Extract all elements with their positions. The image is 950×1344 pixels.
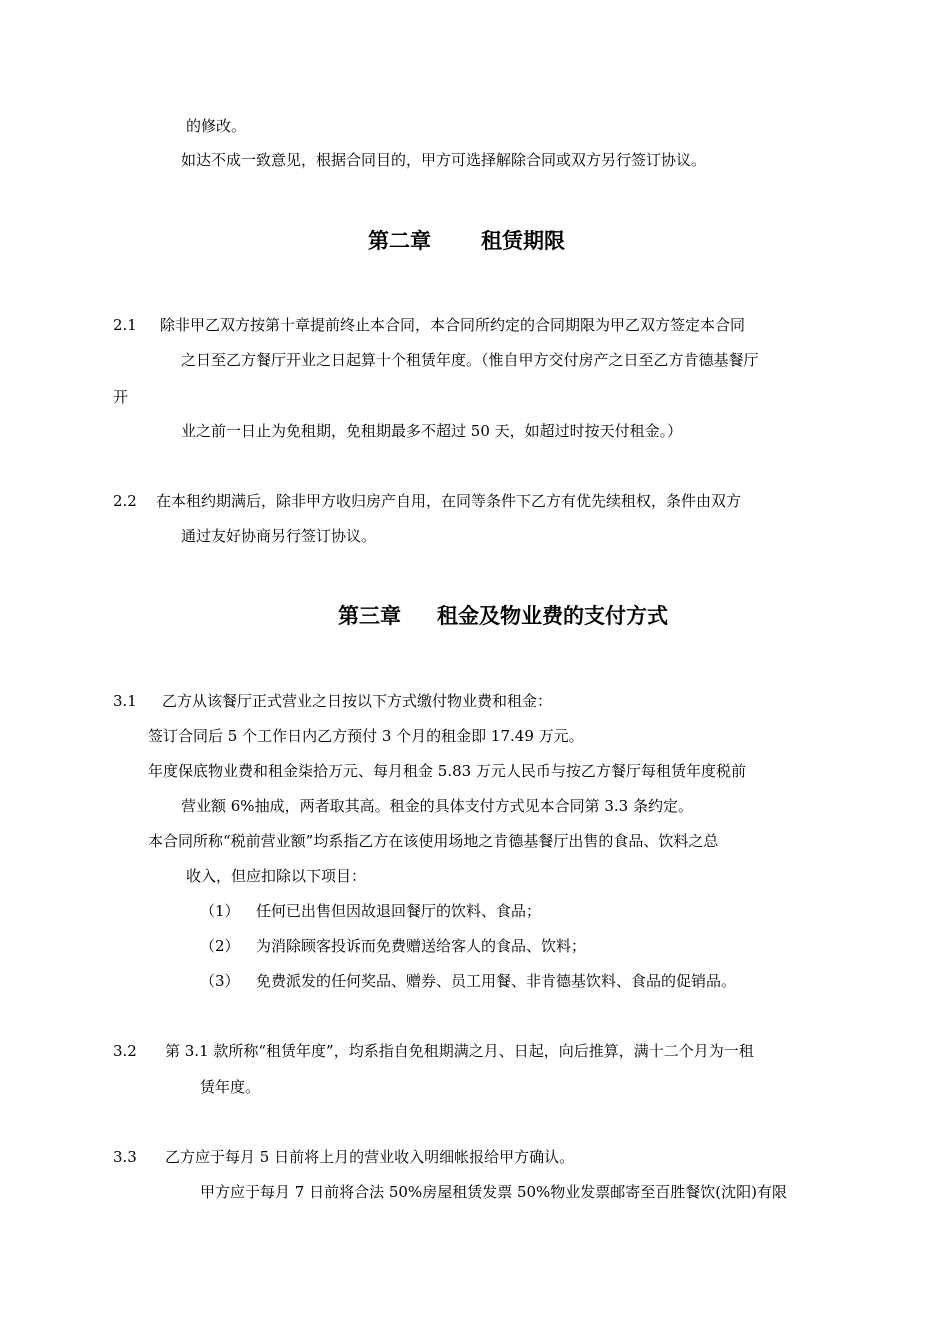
chapter-2-heading [368, 227, 565, 255]
clause-2-1-line-2: 之日至乙方餐厅开业之日起算十个租赁年度。（惟自甲方交付房产之日至乙方肯德基餐厅 [181, 351, 759, 369]
list-item: 免费派发的任何奖品、赠券、员工用餐、非肯德基饮料、食品的促销品。 [256, 972, 737, 990]
chapter-3-heading [338, 602, 668, 630]
clause-2-2-line-2: 通过友好协商另行签订协议。 [181, 527, 377, 545]
clause-2-1-line-1: 除非甲乙双方按第十章提前终止本合同，本合同所约定的合同期限为甲乙双方签定本合同 [160, 316, 746, 334]
intro-line-1: 的修改。 [186, 117, 247, 135]
chapter-2-title: 租赁期限 [481, 228, 565, 253]
list-item: 为消除顾客投诉而免费赠送给客人的食品、饮料； [256, 937, 587, 955]
intro-line-2: 如达不成一致意见，根据合同目的，甲方可选择解除合同或双方另行签订协议。 [181, 151, 707, 169]
clause-3-3-line-1: 乙方应于每月 5 日前将上月的营业收入明细帐报给甲方确认。 [165, 1148, 575, 1166]
clause-3-3-number: 3.3 [113, 1148, 137, 1166]
clause-2-2-number: 2.2 [113, 492, 137, 510]
clause-2-1-number: 2.1 [113, 316, 137, 334]
list-item-marker: （3） [200, 972, 240, 990]
chapter-3-number: 第三章 [338, 603, 401, 628]
clause-3-1-line-2: 签订合同后 5 个工作日内乙方预付 3 个月的租金即 17.49 万元。 [148, 727, 584, 745]
clause-3-3-line-2: 甲方应于每月 7 日前将合法 50%房屋租赁发票 50%物业发票邮寄至百胜餐饮(沈阳)有限 [200, 1183, 788, 1201]
list-item-marker: （1） [200, 902, 240, 920]
list-item: 任何已出售但因故退回餐厅的饮料、食品； [256, 902, 542, 920]
list-item-marker: （2） [200, 937, 240, 955]
chapter-3-title: 租金及物业费的支付方式 [437, 603, 668, 628]
clause-3-1-number: 3.1 [113, 692, 137, 710]
clause-3-1-line-5: 本合同所称“税前营业额”均系指乙方在该使用场地之肯德基餐厅出售的食品、饮料之总 [148, 832, 719, 850]
clause-2-1-line-3: 开 [113, 388, 129, 406]
clause-3-2-line-2: 赁年度。 [200, 1078, 261, 1096]
chapter-2-number: 第二章 [368, 228, 431, 253]
clause-2-2-line-1: 在本租约期满后，除非甲方收归房产自用，在同等条件下乙方有优先续租权，条件由双方 [156, 492, 742, 510]
clause-3-2-number: 3.2 [113, 1042, 137, 1060]
clause-3-1-line-1: 乙方从该餐厅正式营业之日按以下方式缴付物业费和租金： [162, 692, 553, 710]
clause-2-1-line-4: 业之前一日止为免租期，免租期最多不超过 50 天，如超过时按天付租金。） [181, 422, 683, 440]
clause-3-1-line-3: 年度保底物业费和租金柒拾万元、每月租金 5.83 万元人民币与按乙方餐厅每租赁年度税前 [148, 762, 746, 780]
clause-3-2-line-1: 第 3.1 款所称“租赁年度”，均系指自免租期满之月、日起，向后推算，满十二个月为一租 [165, 1042, 754, 1060]
clause-3-1-line-6: 收入，但应扣除以下项目： [186, 867, 367, 885]
clause-3-1-line-4: 营业额 6%抽成，两者取其高。租金的具体支付方式见本合同第 3.3 条约定。 [181, 797, 693, 815]
